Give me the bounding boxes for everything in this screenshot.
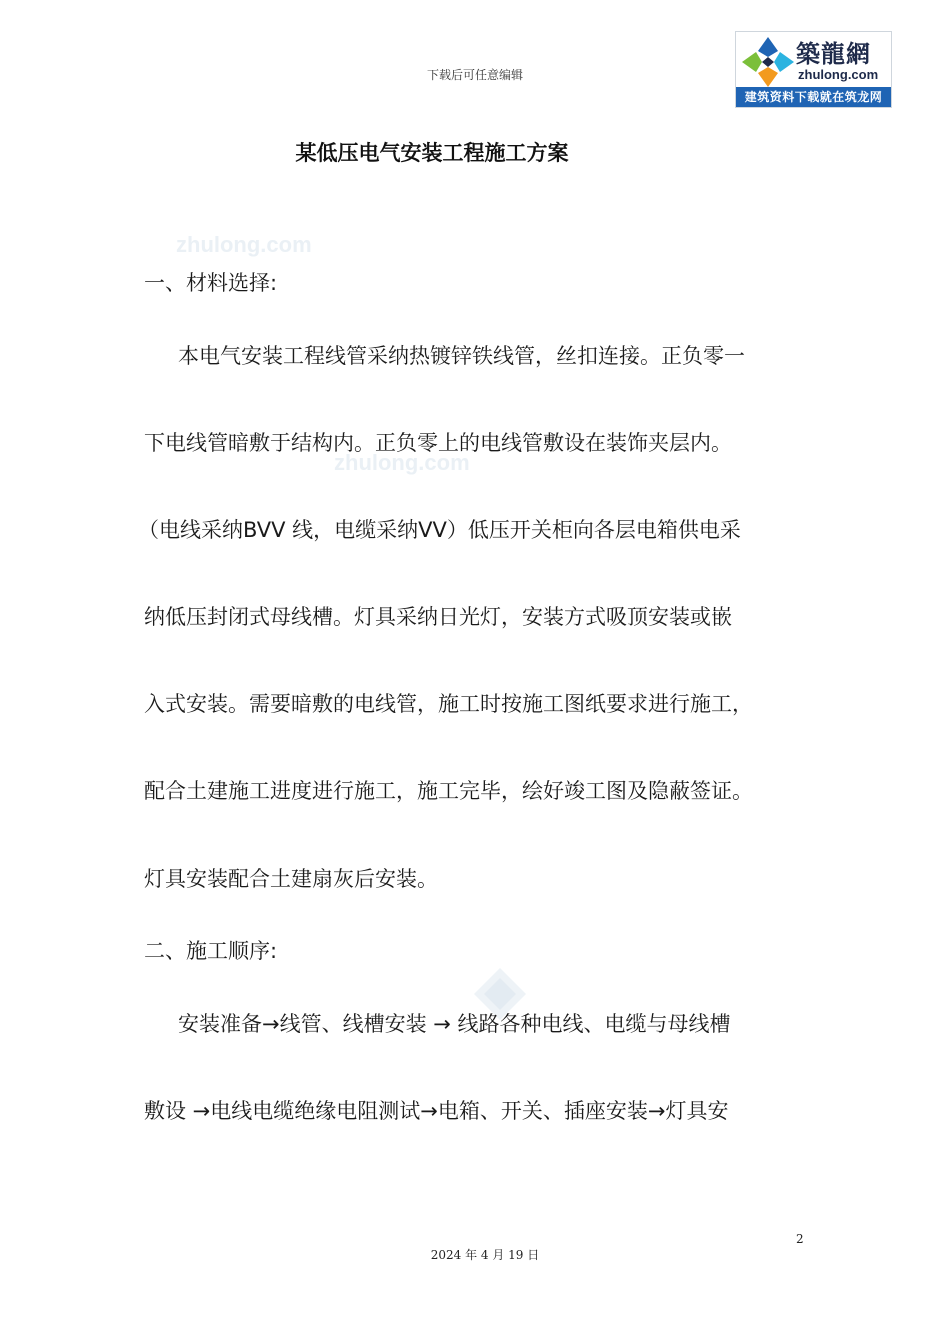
paragraph-line: 安装准备→线管、线槽安装 → 线路各种电线、电缆与母线槽 (178, 1012, 731, 1036)
paragraph-line: 本电气安装工程线管采纳热镀锌铁线管，丝扣连接。正负零一 (178, 344, 745, 368)
paragraph-line: 敷设 →电线电缆绝缘电阻测试→电箱、开关、插座安装→灯具安 (144, 1099, 729, 1123)
logo-name-en: zhulong.com (798, 67, 879, 82)
watermark-text: zhulong.com (176, 232, 312, 257)
zhulong-diamond-icon (740, 35, 796, 89)
paragraph-line: 灯具安装配合土建扇灰后安装。 (144, 867, 438, 891)
paragraph-line: 入式安装。需要暗敷的电线管，施工时按施工图纸要求进行施工， (144, 692, 753, 716)
document-title: 某低压电气安装工程施工方案 (295, 141, 569, 165)
section-heading-materials: 一、材料选择: (144, 271, 278, 295)
paragraph-line: 下电线管暗敷于结构内。正负零上的电线管敷设在装饰夹层内。 (144, 431, 732, 455)
logo-slogan: 建筑资料下载就在筑龙网 (736, 87, 891, 107)
watermark-text: zhulong.com (334, 450, 470, 475)
logo-name-cn: 築龍網 (796, 39, 871, 68)
footer-date: 2024 年 4 月 19 日 (430, 1248, 540, 1262)
zhulong-logo (735, 31, 892, 108)
paragraph-line: （电线采纳BVV 线，电缆采纳VV）低压开关柜向各层电箱供电采 (138, 518, 741, 542)
header-note: 下载后可任意编辑 (426, 68, 523, 82)
paragraph-line: 配合土建施工进度进行施工，施工完毕，绘好竣工图及隐蔽签证。 (144, 779, 753, 803)
paragraph-line: 纳低压封闭式母线槽。灯具采纳日光灯，安装方式吸顶安装或嵌 (144, 605, 732, 629)
section-heading-sequence: 二、施工顺序: (144, 939, 278, 963)
page-number: 2 (796, 1232, 804, 1246)
